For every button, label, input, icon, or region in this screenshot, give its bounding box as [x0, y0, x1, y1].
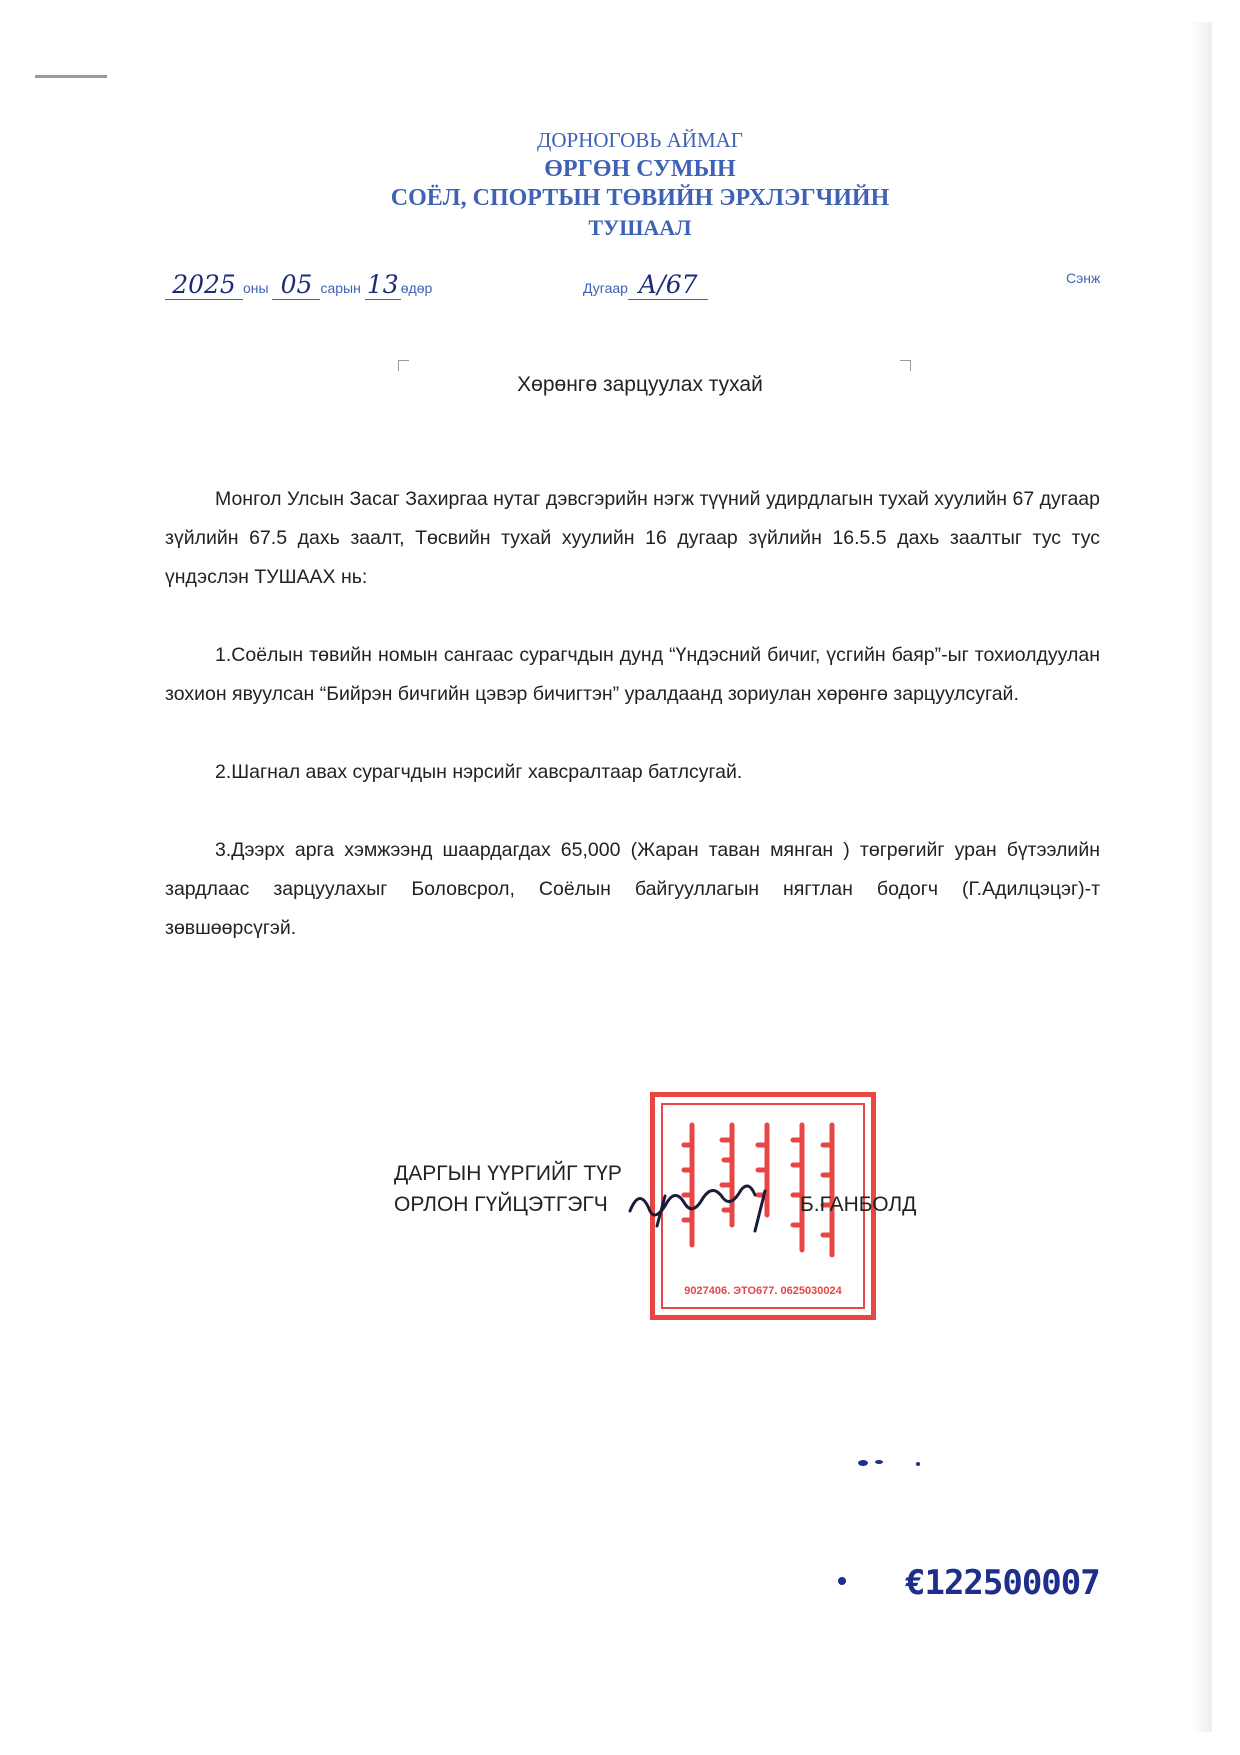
serial-number: €122500007: [905, 1563, 1100, 1603]
date-year-suffix: оны: [243, 280, 269, 296]
signatory-name: Б.ГАНБОЛД: [800, 1193, 917, 1216]
page-edge-shadow: [1190, 22, 1212, 1732]
document-number: [583, 270, 708, 300]
header-aimag: ДОРНОГОВЬ АЙМАГ: [537, 128, 743, 152]
stamp-registration-text: 9027406. ЭТО677. 0625030024: [684, 1285, 842, 1297]
title-corner-right: [900, 360, 911, 371]
scan-mark: [35, 75, 107, 78]
document-title: Хөрөнгө зарцуулах тухай: [517, 373, 763, 396]
title-corner-left: [398, 360, 409, 371]
body-item-2: 2.Шагнал авах сурагчдын нэрсийг хавсралтаар батлсугай.: [215, 761, 743, 783]
header-organization: СОЁЛ, СПОРТЫН ТӨВИЙН ЭРХЛЭГЧИЙН: [390, 185, 890, 211]
signatory-title-line-1: ДАРГЫН ҮҮРГИЙГ ТҮР: [394, 1162, 622, 1185]
date-day-suffix: өдөр: [400, 280, 433, 296]
ink-dot: [875, 1460, 883, 1464]
ink-dot: [858, 1460, 868, 1466]
header-doc-type: ТУШААЛ: [588, 215, 692, 240]
ink-dot: [838, 1577, 846, 1585]
signatory-title: [394, 1158, 622, 1220]
ink-dot: [916, 1462, 920, 1466]
document-date: [165, 270, 432, 300]
signatory-title-line-2: ОРЛОН ГҮЙЦЭТГЭГЧ: [394, 1193, 608, 1216]
body-preamble: Монгол Улсын Засаг Захиргаа нутаг дэвсгэрийн нэгж түүний удирдлагын тухай хуулийн 67 дугаар зүйлийн 67.5 дахь заалт, Төсвийн тухай хуулийн 16 дугаар зүйлийн 16.5.5 дахь заалтыг тус тус үндэслэн ТУШААХ нь:: [165, 488, 1100, 588]
body-item-3: 3.Дээрх арга хэмжээнд шаардагдах 65,000 (Жаран таван мянган ) төгрөгийг уран бүтээлийн зардлаас зарцуулахыг Боловсрол, Соёлын байгууллагын нягтлан бодогч (Г.Адилцэцэг)-т зөвшөөрсүгэй.: [165, 839, 1100, 939]
document-place: Сэнж: [1066, 270, 1101, 286]
date-month-suffix: сарын: [320, 280, 361, 296]
document-header: [0, 126, 1240, 242]
body-item-1: 1.Соёлын төвийн номын сангаас сурагчдын дунд “Үндэсний бичиг, үсгийн баяр”-ыг тохиолдуулан зохион явуулсан “Бийрэн бичгийн цэвэр бичигтэн” уралдаанд зориулан хөрөнгө зарцуулсугай.: [165, 644, 1100, 705]
document-body: [165, 480, 1100, 948]
handwritten-signature: [625, 1176, 785, 1236]
number-value: А/67: [628, 270, 708, 300]
date-month: 05: [272, 270, 320, 300]
date-day: 13: [365, 270, 401, 300]
number-label: Дугаар: [583, 280, 628, 296]
date-year: 2025: [165, 270, 243, 300]
header-sum: ӨРГӨН СУМЫН: [544, 156, 736, 182]
